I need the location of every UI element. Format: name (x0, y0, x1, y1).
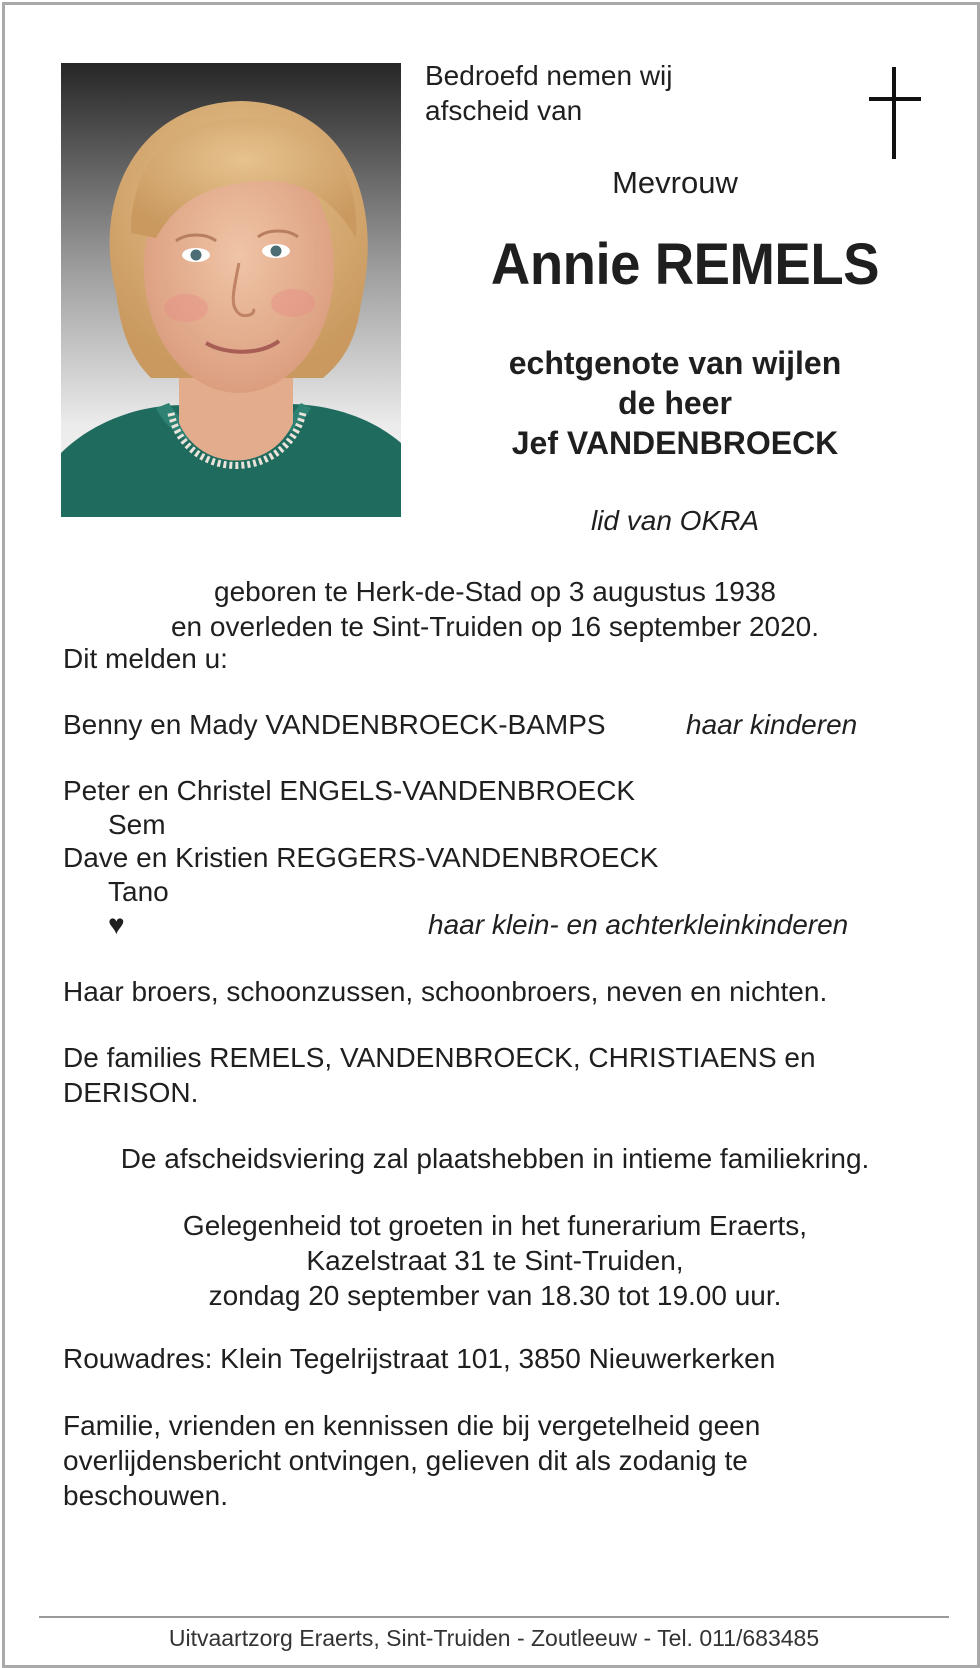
viewing-line-3: zondag 20 september van 18.30 tot 19.00 uur. (208, 1280, 782, 1311)
spouse-line-3: Jef VANDENBROECK (511, 425, 839, 461)
children-names: Benny en Mady VANDENBROECK-BAMPS (63, 709, 606, 740)
salutation: Mevrouw (612, 165, 738, 200)
grandchildren-role: haar klein- en achterkleinkinderen (428, 909, 849, 940)
intro-text: Bedroefd nemen wij afscheid van (425, 60, 673, 126)
viewing-block (45, 1208, 945, 1313)
spouse-line-2: de heer (618, 385, 732, 421)
footer-text: Uitvaartzorg Eraerts, Sint-Truiden - Zoutleeuw - Tel. 011/683485 (168, 1625, 820, 1651)
grandchild-2: Tano (108, 876, 169, 907)
birth-line: geboren te Herk-de-Stad op 3 augustus 1938 (214, 576, 776, 607)
viewing-line-2: Kazelstraat 31 te Sint-Truiden, (306, 1245, 684, 1276)
spouse-line-1: echtgenote van wijlen (508, 345, 842, 381)
ceremony-text: De afscheidsviering zal plaatshebben in intieme familiekring. (120, 1143, 870, 1174)
mourning-address: Rouwadres: Klein Tegelrijstraat 101, 3850 Nieuwerkerken (63, 1343, 776, 1374)
dates-block (45, 574, 945, 644)
announce-text: Dit melden u: (63, 643, 228, 674)
heart-icon: ♥ (108, 909, 125, 940)
cross-icon (869, 67, 925, 159)
grandchildren-family-2: Dave en Kristien REGGERS-VANDENBROECK (63, 842, 659, 873)
death-line: en overleden te Sint-Truiden op 16 september 2020. (170, 611, 820, 642)
children-role: haar kinderen (686, 709, 858, 740)
footer-divider (39, 1616, 949, 1618)
obituary-card (2, 2, 980, 1668)
grandchild-1: Sem (108, 809, 166, 840)
grandchildren-family-1: Peter en Christel ENGELS-VANDENBROECK (63, 775, 636, 806)
viewing-line-1: Gelegenheid tot groeten in het funerarium Eraerts, (182, 1210, 808, 1241)
spouse-block (445, 343, 905, 463)
relatives-text: Haar broers, schoonzussen, schoonbroers, neven en nichten. (63, 976, 828, 1007)
membership-text: lid van OKRA (590, 505, 760, 536)
deceased-name: Annie REMELS (490, 232, 880, 297)
families-text: De families REMELS, VANDENBROECK, CHRISTIAENS en DERISON. (63, 1042, 816, 1108)
portrait-photo (61, 63, 401, 517)
closing-text: Familie, vrienden en kennissen die bij vergetelheid geen overlijdensbericht ontvingen, gelieven dit als zodanig te beschouwen. (63, 1410, 761, 1511)
